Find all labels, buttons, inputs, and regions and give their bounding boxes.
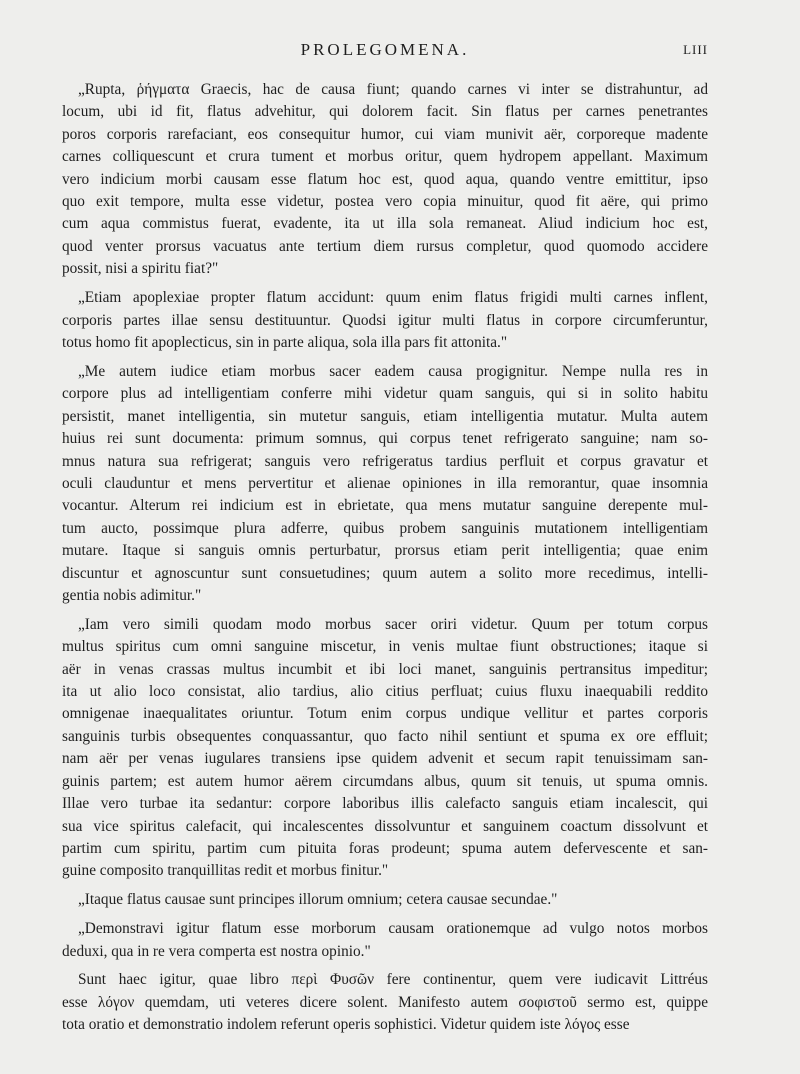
paragraph [62,79,708,281]
text-line: „Rupta, ῥήγματα Graecis, hac de causa fiunt; quando carnes vi inter se distrahuntur, ad [78,81,708,98]
text-line: corpore plus ad intelligentiam conferre mihi videtur quam sanguis, qui si in solito habitu [62,385,708,403]
text-line: „Iam vero simili quodam modo morbus sacer oriri videtur. Quum per totum corpus [78,615,708,633]
paragraph [62,969,708,1036]
text-line: tum aucto, possimque plura adferre, quibus probem sanguinis mutationem intelligentiam [62,519,708,537]
running-title: PROLEGOMENA. [300,40,470,59]
text-line: „Etiam apoplexiae propter flatum accidunt: quum enim flatus frigidi multi carnes inflent, [78,289,708,307]
page-number: LIII [683,42,708,57]
text-line: tota oratio et demonstratio indolem referunt operis sophistici. Videtur quidem iste λόγος esse [62,1016,630,1034]
text-line: vero indicium morbi causam esse flatum hoc est, quod aqua, quando ventre emittitur, ipso [62,170,708,188]
text-line: mnus natura sua refrigerat; sanguis vero refrigeratus tardius perfluit et corpus gravatur et [62,452,708,470]
text-line: poros corporis rarefaciant, eos consequitur humor, cui viam munivit aër, corporeque madente [62,125,708,143]
text-line: partim cum spiritu, partim cum pituita foras prodeunt; spuma autem defervescente et san- [62,839,708,857]
text-line: guinis partem; est autem humor aërem circumdans albus, quum sit tenuis, ut spuma omnis. [62,772,708,790]
paragraph [62,918,708,963]
text-line: esse λόγον quemdam, uti veteres dicere solent. Manifesto autem σοφιστοῦ sermo est, quippe [62,993,708,1011]
text-line: nam aër per venas iugulares transiens ipse quidem advenit et secum rapit tenuissimam san- [62,750,708,768]
text-line: gentia nobis adimitur." [62,586,202,604]
text-line: Sunt haec igitur, quae libro περὶ Φυσῶν fere continentur, quem vere iudicavit Littréus [78,971,708,989]
text-line: vocantur. Alterum rei indicium est in ebrietate, qua mens mutatur sanguine derepente mul- [62,497,708,515]
text-line: persistit, manet intelligentia, sin mutetur sanguis, etiam intelligentia mutatur. Multa autem [62,407,708,425]
text-line: ita ut alio loco consistat, alio tardius, alio citius perfluat; cuius fluxu inaequabili reddito [62,683,708,701]
text-line: quod venter prorsus vacuatus ante tertium diem rursus completur, quod quomodo accidere [62,237,708,255]
page-header [62,40,708,66]
text-line: Illae vero turbae ita sedantur: corpore laboribus illis calefacto sanguis etiam incalescit, qui [62,795,708,813]
text-line: carnes colliquescunt et crura tument et morbus oritur, quem hydropem appellant. Maximum [62,148,708,166]
text-line: „Itaque flatus causae sunt principes illorum omnium; cetera causae secundae." [78,891,558,909]
text-line: „Me autem iudice etiam morbus sacer eadem causa progignitur. Nempe nulla res in [78,362,708,380]
paragraph [62,614,708,883]
text-line: multus spiritus cum omni sanguine miscetur, in venis multae fiunt obstructiones; itaque si [62,638,708,656]
text-line: guine composito tranquillitas redit et morbus finitur." [62,862,389,880]
text-line: aër in venas crassas multus incumbit et ibi loci manet, sanguinis pertransitus impeditur; [62,660,708,678]
text-line: sanguinis turbis obsequentes conquassantur, quo facto nihil sentiunt et spuma ex ore effluit; [62,727,708,745]
text-line: quo exit tempore, multa esse videtur, postea vero copia minuitur, quod fit aëre, qui primo [62,193,708,211]
paragraph [62,889,708,911]
paragraph [62,361,708,607]
text-line: possit, nisi a spiritu fiat?" [62,260,219,278]
text-line: totus homo fit apoplecticus, sin in parte aliqua, sola illa pars fit attonita." [62,333,508,351]
text-line: corporis partes illae sensu destituuntur. Quodsi igitur multi flatus in corpore circumferuntur, [62,311,708,329]
text-line: huius rei sunt documenta: primum somnus, qui corpus tenet refrigerato sanguine; nam so- [62,430,708,448]
text-line: „Demonstravi igitur flatum esse morborum causam orationemque ad vulgo notos morbos [78,920,708,938]
text-line: oculi clauduntur et mens pervertitur et alienae opiniones in illa remorantur, quae insomnia [62,474,708,492]
text-line: omnigenae inaequalitates oriuntur. Totum enim corpus undique vellitur et partes corporis [62,705,708,723]
text-line: locum, ubi id fit, flatus advehitur, qui dolorem facit. Sin flatus per carnes penetrantes [62,103,708,121]
text-line: deduxi, qua in re vera comperta est nostra opinio." [62,942,371,960]
body-text [62,79,708,1043]
text-line: discuntur et agnoscuntur sunt consuetudines; quum autem a solito more recedimus, intelli- [62,564,708,582]
paragraph [62,287,708,354]
text-line: sua vice spiritus calefacit, qui incalescentes dissolvuntur et sanguinem coactum dissolvunt et [62,817,708,835]
text-line: cum aqua commistus fuerat, evadente, ita ut illa sola remaneat. Aliud indicium hoc est, [62,215,708,233]
text-line: mutare. Itaque si sanguis omnis perturbatur, prorsus etiam perit intelligentia; quae enim [62,542,708,560]
